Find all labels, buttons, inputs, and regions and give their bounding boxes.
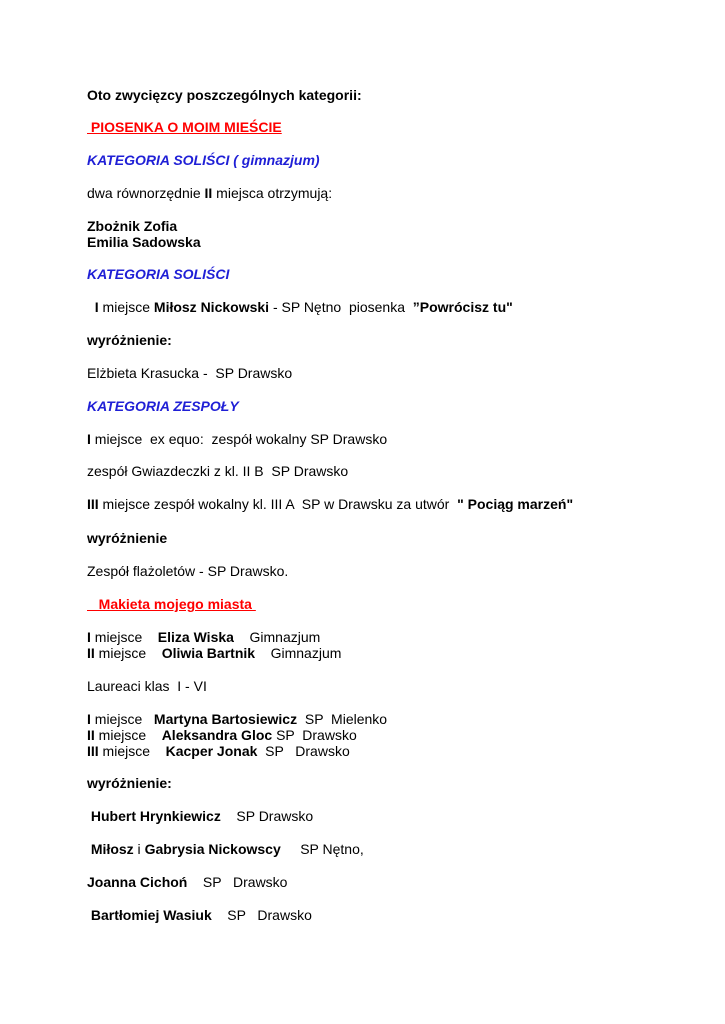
section-title-model: _Makieta mojego miasta bbox=[87, 596, 256, 612]
text-line: I miejsce Martyna Bartosiewicz SP Mielenko bbox=[87, 711, 388, 727]
text-line: Joanna Cichoń SP Drawsko bbox=[87, 874, 288, 890]
text-line: Miłosz i Gabrysia Nickowscy SP Nętno, bbox=[87, 841, 364, 857]
text-line: I miejsce Miłosz Nickowski - SP Nętno piosenka ”Powrócisz tu" bbox=[94, 299, 513, 315]
text-line: II miejsce Aleksandra Gloc SP Drawsko bbox=[87, 727, 357, 743]
winner-name: Zbożnik Zofia bbox=[87, 218, 178, 234]
text-line: dwa równorzędnie II miejsca otrzymują: bbox=[87, 185, 333, 201]
text-line: I miejsce ex equo: zespół wokalny SP Drawsko bbox=[87, 431, 388, 447]
winner-name: Emilia Sadowska bbox=[87, 234, 201, 250]
intro-heading: Oto zwycięzcy poszczególnych kategorii: bbox=[87, 87, 362, 103]
text-line: III miejsce Kacper Jonak SP Drawsko bbox=[87, 743, 350, 759]
text-line: zespół Gwiazdeczki z kl. II B SP Drawsko bbox=[87, 463, 349, 479]
distinction-heading: wyróżnienie: bbox=[87, 775, 172, 791]
text-line: Zespół flażoletów - SP Drawsko. bbox=[87, 563, 289, 579]
category-groups: KATEGORIA ZESPOŁY bbox=[87, 398, 239, 414]
text-line: Bartłomiej Wasiuk SP Drawsko bbox=[87, 907, 312, 923]
category-soloists-gymnasium: KATEGORIA SOLIŚCI ( gimnazjum) bbox=[87, 152, 320, 168]
section-title-song: PIOSENKA O MOIM MIEŚCIE bbox=[87, 119, 282, 135]
text-line: II miejsce Oliwia Bartnik Gimnazjum bbox=[87, 645, 342, 661]
category-soloists: KATEGORIA SOLIŚCI bbox=[87, 266, 230, 282]
text-line: Hubert Hrynkiewicz SP Drawsko bbox=[87, 808, 314, 824]
text-line: III miejsce zespół wokalny kl. III A SP w Drawsku za utwór " Pociąg marzeń" bbox=[87, 496, 574, 512]
text-line: Laureaci klas I - VI bbox=[87, 678, 207, 694]
distinction-heading: wyróżnienie: bbox=[87, 332, 172, 348]
text-line: Elżbieta Krasucka - SP Drawsko bbox=[87, 365, 293, 381]
text-line: I miejsce Eliza Wiska Gimnazjum bbox=[87, 629, 321, 645]
distinction-heading: wyróżnienie bbox=[87, 530, 168, 546]
